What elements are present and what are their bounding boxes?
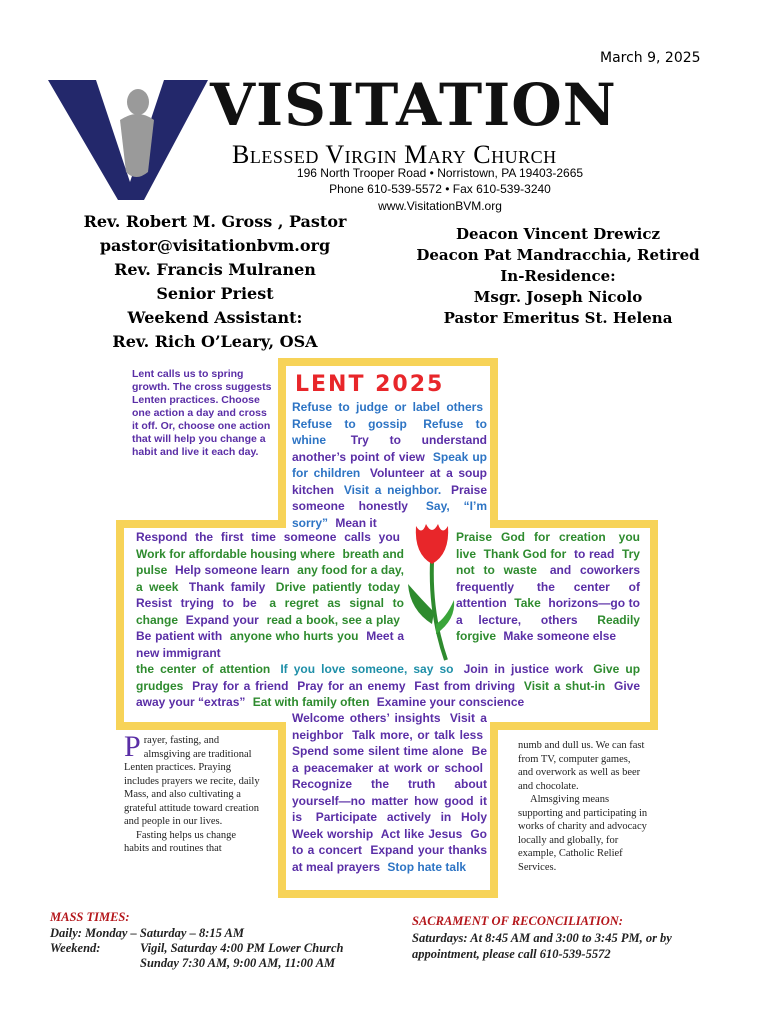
lent-practice: Welcome others’ insights [292,711,441,725]
lent-practice: Speak up for children [292,449,487,480]
lent-practice: others [540,612,578,627]
lent-practice: Resist trying to be [136,596,257,610]
lent-practice: Be a peacemaker at work or school [292,744,487,775]
lent-practice: Spend some silent time alone [292,744,464,758]
cross-middle-text [136,661,640,711]
lent-practice: horizons—go to a lecture, [456,596,640,627]
lent-practice: Refuse to judge or label others [292,400,483,414]
lent-column-left [124,730,260,856]
lent-practice: Fast from driving [414,678,516,693]
lent-practice: Visit a shut-in [523,678,606,693]
lent-practice: Thank God for [483,546,567,561]
lent-practice: Expand your thanks at meal prayers [292,843,487,874]
visitation-logo-icon [48,72,208,202]
lent-practice: Eat with family often [252,695,370,709]
mass-times-heading: MASS TIMES: [50,910,130,924]
cross-top-text [292,399,487,531]
senior-priest-name: Rev. Francis Mulranen [114,260,316,279]
lent-practice: Talk more, or talk less [352,727,483,742]
lent-practice: Visit a neighbor [292,711,487,742]
deacon-1: Deacon Vincent Drewicz [456,225,660,243]
lent-practice: Recognize the truth about yourself—no matter how good it is [292,777,487,824]
bulletin-date: March 9, 2025 [600,50,701,66]
weekend-assistant-label: Weekend Assistant: [127,308,303,327]
lent-practice: to read [573,546,615,561]
lent-practice: Go to a concert [292,826,488,857]
lent-practice: Participate actively in Holy Week worship [292,810,487,841]
lent-practice: Try not to waste [456,546,640,577]
weekend-assistant-name: Rev. Rich O’Leary, OSA [112,332,318,351]
church-title: VISITATION [210,71,617,139]
lent-practice: Work for affordable housing where [136,546,336,561]
lent-practice: Join in justice work [463,662,584,676]
reconciliation-heading: SACRAMENT OF RECONCILIATION: [412,914,623,928]
in-residence-name: Msgr. Joseph Nicolo [473,288,643,306]
cross-bottom-text [292,710,487,875]
column-right-text-2: Almsgiving means supporting and participating in works of charity and advocacy locally and globally, for example, Catholic Relief Services. [518,794,648,873]
church-website[interactable]: www.VisitationBVM.org [378,199,502,213]
lent-practice: anyone who hurts you [229,629,359,643]
lent-practice: Stop hate talk [387,859,467,874]
lent-practice: Pray for an enemy [297,678,406,693]
lent-practice: Volunteer at a soup kitchen [292,466,487,497]
lent-practice: the center of attention [456,579,641,610]
lent-practice: Pray for a friend [192,678,289,693]
clergy-right [398,224,718,329]
lent-practice: Praise God for creation [456,530,606,544]
cross-left-text [136,529,404,661]
lent-practice: the center of attention [136,662,271,676]
church-subtitle: Blessed Virgin Mary Church [232,140,557,169]
mass-weekend-vigil: Vigil, Saturday 4:00 PM Lower Church [140,941,344,955]
mass-weekend-label: Weekend: [50,941,101,955]
lent-practice: Say, “I’m sorry” [292,499,487,530]
lent-practice: any food for a day, a week [136,563,404,594]
lent-practice: breath and pulse [136,546,404,577]
lent-practice: Make someone else [503,629,617,643]
deacon-2: Deacon Pat Mandracchia, Retired [416,246,700,264]
lent-practice: read a book, see a play [266,612,400,627]
lent-practice: Expand your [185,612,259,627]
pastor-email[interactable]: pastor@visitationbvm.org [99,236,331,255]
lent-practice: you live [456,530,641,561]
column-right-text: numb and dull us. We can fast from TV, computer games, and overwork as well as beer and chocolate. [518,740,645,792]
reconciliation-text: Saturdays: At 8:45 AM and 3:00 to 3:45 PM, or by appointment, please call 610-539-5572 [412,931,672,961]
lent-practice: Meet a new immigrant [136,629,404,660]
lent-practice: If you love someone, say so [280,662,454,676]
lent-practice: Act like Jesus [380,826,463,841]
clergy-left [60,210,370,354]
lent-column-right [518,739,648,874]
lent-practice: Take [514,596,541,610]
lent-practice: Readily forgive [456,612,640,643]
column-left-text-2: Fasting helps us change habits and routines that [124,829,237,854]
church-phone: Phone 610-539-5572 • Fax 610-539-3240 [329,182,551,196]
lent-practice: Drive patiently today [275,579,401,594]
tulip-icon [402,514,462,664]
lent-practice: Praise someone honestly [292,482,488,513]
in-residence-title: Pastor Emeritus St. Helena [443,309,673,327]
lent-practice: a regret as signal to change [136,596,404,627]
pastor-name: Rev. Robert M. Gross , Pastor [83,212,347,231]
lent-title: LENT 2025 [295,372,445,397]
lent-practice: Respond the first time someone calls you [136,530,400,544]
senior-priest-title: Senior Priest [156,284,274,303]
lent-practice: Refuse to gossip [292,416,407,431]
mass-weekend-sunday: Sunday 7:30 AM, 9:00 AM, 11:00 AM [140,956,336,970]
lent-practice: Visit a neighbor. [343,482,442,497]
lent-practice: Refuse to whine [292,416,487,447]
lent-practice: Help someone learn [174,563,290,577]
column-left-text: rayer, fasting, and almsgiving are traditional Lenten practices. Praying includes prayers we recite, daily Mass, and also cultivating a grateful attitude toward creation and people in our lives. [124,735,260,827]
lent-practice: Thank family [188,579,266,594]
dropcap: P [124,730,141,763]
lent-practice: Give away your “extras” [136,678,640,709]
lent-practice: and coworkers frequently [456,563,640,594]
lent-practice: Be patient with [136,629,223,643]
mass-daily: Daily: Monday – Saturday – 8:15 AM [50,926,244,940]
lent-practice: Examine your conscience [376,695,525,709]
lent-practice: Mean it [335,515,377,530]
in-residence-label: In-Residence: [500,267,616,285]
lent-practice: Give up grudges [136,662,641,693]
cross-right-text [456,529,640,645]
lent-intro: Lent calls us to spring growth. The cross suggests Lenten practices. Choose one action a day and cross it off. Or, choose one action that will help you change a habit and live it each day. [132,368,272,458]
lent-practice: Try to understand another’s point of view [292,433,488,464]
church-address: 196 North Trooper Road • Norristown, PA 19403-2665 [296,166,584,180]
